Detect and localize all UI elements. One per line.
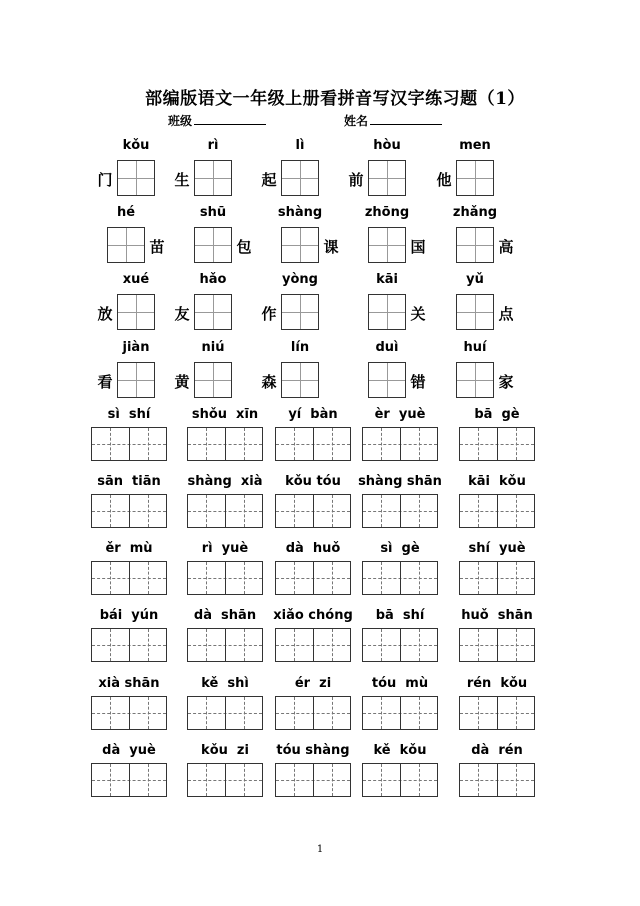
given-character: 家 bbox=[498, 373, 514, 391]
grid-line bbox=[516, 764, 517, 796]
grid-line bbox=[206, 764, 207, 796]
grid-line bbox=[148, 495, 149, 527]
writing-box[interactable] bbox=[194, 294, 232, 330]
grid-line bbox=[313, 495, 314, 527]
grid-line bbox=[110, 629, 111, 661]
grid-line bbox=[206, 428, 207, 460]
grid-line bbox=[244, 495, 245, 527]
grid-line bbox=[400, 495, 401, 527]
writing-box[interactable] bbox=[368, 160, 406, 196]
grid-line bbox=[244, 764, 245, 796]
word-pinyin-label: shàng shān bbox=[358, 474, 442, 489]
word-writing-box[interactable] bbox=[459, 628, 535, 662]
writing-box[interactable] bbox=[456, 362, 494, 398]
word-pinyin-label: kāi kǒu bbox=[468, 474, 526, 489]
word-writing-box[interactable] bbox=[362, 628, 438, 662]
grid-line bbox=[313, 629, 314, 661]
pinyin-label: yǔ bbox=[466, 272, 484, 287]
word-writing-box[interactable] bbox=[187, 696, 263, 730]
given-character: 前 bbox=[348, 171, 364, 189]
given-character: 森 bbox=[261, 373, 277, 391]
given-character: 关 bbox=[410, 305, 426, 323]
grid-line bbox=[110, 495, 111, 527]
given-character: 他 bbox=[436, 171, 452, 189]
word-writing-box[interactable] bbox=[459, 696, 535, 730]
word-pinyin-label: kě shì bbox=[201, 676, 249, 691]
grid-line bbox=[400, 629, 401, 661]
grid-line bbox=[148, 629, 149, 661]
given-character: 放 bbox=[97, 305, 113, 323]
word-pinyin-label: yí bàn bbox=[288, 407, 338, 422]
pinyin-label: kǒu bbox=[122, 138, 150, 153]
grid-line bbox=[244, 428, 245, 460]
pinyin-label: zhǎng bbox=[452, 205, 498, 220]
pinyin-label: hé bbox=[116, 205, 136, 220]
word-writing-box[interactable] bbox=[187, 763, 263, 797]
grid-line bbox=[244, 697, 245, 729]
grid-line bbox=[478, 495, 479, 527]
writing-box[interactable] bbox=[117, 362, 155, 398]
grid-line bbox=[516, 697, 517, 729]
pinyin-label: zhōng bbox=[364, 205, 410, 220]
grid-line bbox=[516, 428, 517, 460]
word-pinyin-label: sān tiān bbox=[97, 474, 161, 489]
grid-line bbox=[419, 764, 420, 796]
writing-box[interactable] bbox=[194, 362, 232, 398]
class-field bbox=[168, 112, 266, 129]
grid-line bbox=[225, 629, 226, 661]
word-writing-box[interactable] bbox=[187, 561, 263, 595]
word-pinyin-label: sì shí bbox=[107, 407, 151, 422]
writing-box[interactable] bbox=[456, 294, 494, 330]
class-label: 班级 bbox=[168, 114, 193, 128]
grid-line bbox=[400, 562, 401, 594]
word-pinyin-label: shí yuè bbox=[468, 541, 526, 556]
grid-line bbox=[206, 629, 207, 661]
pinyin-label: men bbox=[459, 138, 491, 153]
given-character: 点 bbox=[498, 305, 514, 323]
word-pinyin-label: èr yuè bbox=[374, 407, 426, 422]
given-character: 友 bbox=[174, 305, 190, 323]
grid-line bbox=[110, 428, 111, 460]
word-writing-box[interactable] bbox=[275, 696, 351, 730]
pinyin-label: lì bbox=[295, 138, 305, 153]
grid-line bbox=[294, 495, 295, 527]
given-character: 错 bbox=[410, 373, 426, 391]
grid-line bbox=[478, 562, 479, 594]
word-pinyin-label: xiǎo chóng bbox=[273, 608, 353, 623]
grid-line bbox=[497, 562, 498, 594]
writing-box[interactable] bbox=[368, 362, 406, 398]
word-pinyin-label: xià shān bbox=[98, 676, 160, 691]
grid-line bbox=[419, 495, 420, 527]
grid-line bbox=[313, 428, 314, 460]
given-character: 看 bbox=[97, 373, 113, 391]
pinyin-label: hòu bbox=[373, 138, 401, 153]
grid-line bbox=[244, 562, 245, 594]
given-character: 苗 bbox=[149, 238, 165, 256]
word-writing-box[interactable] bbox=[275, 427, 351, 461]
word-writing-box[interactable] bbox=[91, 696, 167, 730]
grid-line bbox=[497, 428, 498, 460]
given-character: 高 bbox=[498, 238, 514, 256]
grid-line bbox=[332, 697, 333, 729]
given-character: 课 bbox=[323, 238, 339, 256]
given-character: 起 bbox=[261, 171, 277, 189]
grid-line bbox=[381, 428, 382, 460]
grid-line bbox=[294, 428, 295, 460]
word-writing-box[interactable] bbox=[459, 494, 535, 528]
grid-line bbox=[225, 562, 226, 594]
grid-line bbox=[478, 428, 479, 460]
word-pinyin-label: dà rén bbox=[471, 743, 523, 758]
grid-line bbox=[110, 764, 111, 796]
name-field bbox=[344, 112, 442, 129]
grid-line bbox=[419, 428, 420, 460]
grid-line bbox=[225, 428, 226, 460]
word-writing-box[interactable] bbox=[362, 494, 438, 528]
writing-box[interactable] bbox=[117, 294, 155, 330]
grid-line bbox=[381, 629, 382, 661]
grid-line bbox=[419, 562, 420, 594]
given-character: 国 bbox=[410, 238, 426, 256]
grid-line bbox=[225, 697, 226, 729]
word-writing-box[interactable] bbox=[275, 763, 351, 797]
word-writing-box[interactable] bbox=[275, 628, 351, 662]
pinyin-label: duì bbox=[375, 340, 399, 355]
grid-line bbox=[516, 495, 517, 527]
word-writing-box[interactable] bbox=[362, 427, 438, 461]
grid-line bbox=[332, 495, 333, 527]
grid-line bbox=[332, 428, 333, 460]
grid-line bbox=[332, 562, 333, 594]
writing-box[interactable] bbox=[194, 160, 232, 196]
word-writing-box[interactable] bbox=[275, 494, 351, 528]
grid-line bbox=[478, 629, 479, 661]
given-character: 作 bbox=[261, 305, 277, 323]
pinyin-label: shū bbox=[199, 205, 227, 220]
word-pinyin-label: rén kǒu bbox=[466, 676, 528, 691]
grid-line bbox=[419, 629, 420, 661]
word-writing-box[interactable] bbox=[459, 561, 535, 595]
pinyin-label: niú bbox=[201, 340, 225, 355]
grid-line bbox=[129, 495, 130, 527]
writing-box[interactable] bbox=[456, 227, 494, 263]
grid-line bbox=[129, 697, 130, 729]
word-pinyin-label: tóu shàng bbox=[276, 743, 350, 758]
grid-line bbox=[516, 562, 517, 594]
grid-line bbox=[294, 562, 295, 594]
pinyin-label: xué bbox=[122, 272, 150, 287]
grid-line bbox=[225, 495, 226, 527]
grid-line bbox=[294, 697, 295, 729]
grid-line bbox=[497, 764, 498, 796]
pinyin-label: shàng bbox=[277, 205, 323, 220]
grid-line bbox=[478, 697, 479, 729]
pinyin-label: rì bbox=[207, 138, 219, 153]
word-pinyin-label: dà yuè bbox=[102, 743, 156, 758]
word-pinyin-label: shǒu xīn bbox=[191, 407, 259, 422]
grid-line bbox=[206, 697, 207, 729]
word-writing-box[interactable] bbox=[362, 696, 438, 730]
word-pinyin-label: dà huǒ bbox=[285, 541, 341, 556]
grid-line bbox=[497, 697, 498, 729]
word-writing-box[interactable] bbox=[362, 561, 438, 595]
grid-line bbox=[294, 764, 295, 796]
word-writing-box[interactable] bbox=[91, 427, 167, 461]
grid-line bbox=[400, 428, 401, 460]
given-character: 门 bbox=[97, 171, 113, 189]
pinyin-label: yòng bbox=[282, 272, 318, 287]
grid-line bbox=[313, 697, 314, 729]
pinyin-label: lín bbox=[290, 340, 310, 355]
grid-line bbox=[381, 562, 382, 594]
grid-line bbox=[129, 562, 130, 594]
word-writing-box[interactable] bbox=[187, 628, 263, 662]
grid-line bbox=[332, 629, 333, 661]
grid-line bbox=[148, 697, 149, 729]
grid-line bbox=[381, 697, 382, 729]
grid-line bbox=[400, 697, 401, 729]
name-line bbox=[370, 112, 442, 125]
word-pinyin-label: ěr mù bbox=[105, 541, 153, 556]
grid-line bbox=[478, 764, 479, 796]
grid-line bbox=[400, 764, 401, 796]
grid-line bbox=[497, 495, 498, 527]
word-pinyin-label: ér zi bbox=[294, 676, 332, 691]
grid-line bbox=[129, 629, 130, 661]
name-label: 姓名 bbox=[344, 114, 369, 128]
writing-box[interactable] bbox=[107, 227, 145, 263]
grid-line bbox=[381, 495, 382, 527]
grid-line bbox=[313, 562, 314, 594]
given-character: 黄 bbox=[174, 373, 190, 391]
word-pinyin-label: rì yuè bbox=[201, 541, 249, 556]
pinyin-label: kāi bbox=[376, 272, 398, 287]
word-pinyin-label: kǒu tóu bbox=[285, 474, 341, 489]
writing-box[interactable] bbox=[281, 227, 319, 263]
writing-box[interactable] bbox=[368, 227, 406, 263]
grid-line bbox=[244, 629, 245, 661]
grid-line bbox=[148, 428, 149, 460]
grid-line bbox=[110, 697, 111, 729]
grid-line bbox=[148, 562, 149, 594]
grid-line bbox=[516, 629, 517, 661]
word-writing-box[interactable] bbox=[362, 763, 438, 797]
word-writing-box[interactable] bbox=[91, 561, 167, 595]
pinyin-label: huí bbox=[463, 340, 487, 355]
pinyin-label: jiàn bbox=[122, 340, 150, 355]
word-writing-box[interactable] bbox=[459, 763, 535, 797]
grid-line bbox=[225, 764, 226, 796]
writing-box[interactable] bbox=[281, 160, 319, 196]
word-writing-box[interactable] bbox=[187, 427, 263, 461]
word-pinyin-label: huǒ shān bbox=[461, 608, 533, 623]
writing-box[interactable] bbox=[368, 294, 406, 330]
given-character: 包 bbox=[236, 238, 252, 256]
grid-line bbox=[332, 764, 333, 796]
grid-line bbox=[294, 629, 295, 661]
word-pinyin-label: dà shān bbox=[193, 608, 257, 623]
word-writing-box[interactable] bbox=[459, 427, 535, 461]
word-pinyin-label: tóu mù bbox=[371, 676, 429, 691]
grid-line bbox=[206, 495, 207, 527]
word-pinyin-label: bā gè bbox=[474, 407, 520, 422]
grid-line bbox=[419, 697, 420, 729]
writing-box[interactable] bbox=[456, 160, 494, 196]
word-pinyin-label: shàng xià bbox=[187, 474, 263, 489]
word-writing-box[interactable] bbox=[275, 561, 351, 595]
grid-line bbox=[381, 764, 382, 796]
word-writing-box[interactable] bbox=[91, 628, 167, 662]
grid-line bbox=[148, 764, 149, 796]
pinyin-label: hǎo bbox=[199, 272, 227, 287]
word-pinyin-label: kǒu zi bbox=[201, 743, 249, 758]
grid-line bbox=[313, 764, 314, 796]
grid-line bbox=[497, 629, 498, 661]
word-pinyin-label: bái yún bbox=[99, 608, 159, 623]
word-writing-box[interactable] bbox=[187, 494, 263, 528]
writing-box[interactable] bbox=[117, 160, 155, 196]
word-pinyin-label: sì gè bbox=[380, 541, 420, 556]
grid-line bbox=[206, 562, 207, 594]
given-character: 生 bbox=[174, 171, 190, 189]
grid-line bbox=[129, 764, 130, 796]
page-title: 部编版语文一年级上册看拼音写汉字练习题（1） bbox=[145, 89, 525, 109]
page-number: 1 bbox=[316, 844, 324, 855]
writing-box[interactable] bbox=[281, 294, 319, 330]
writing-box[interactable] bbox=[194, 227, 232, 263]
word-writing-box[interactable] bbox=[91, 494, 167, 528]
writing-box[interactable] bbox=[281, 362, 319, 398]
word-pinyin-label: kě kǒu bbox=[373, 743, 427, 758]
grid-line bbox=[110, 562, 111, 594]
class-line bbox=[194, 112, 266, 125]
word-pinyin-label: bā shí bbox=[375, 608, 425, 623]
word-writing-box[interactable] bbox=[91, 763, 167, 797]
grid-line bbox=[129, 428, 130, 460]
